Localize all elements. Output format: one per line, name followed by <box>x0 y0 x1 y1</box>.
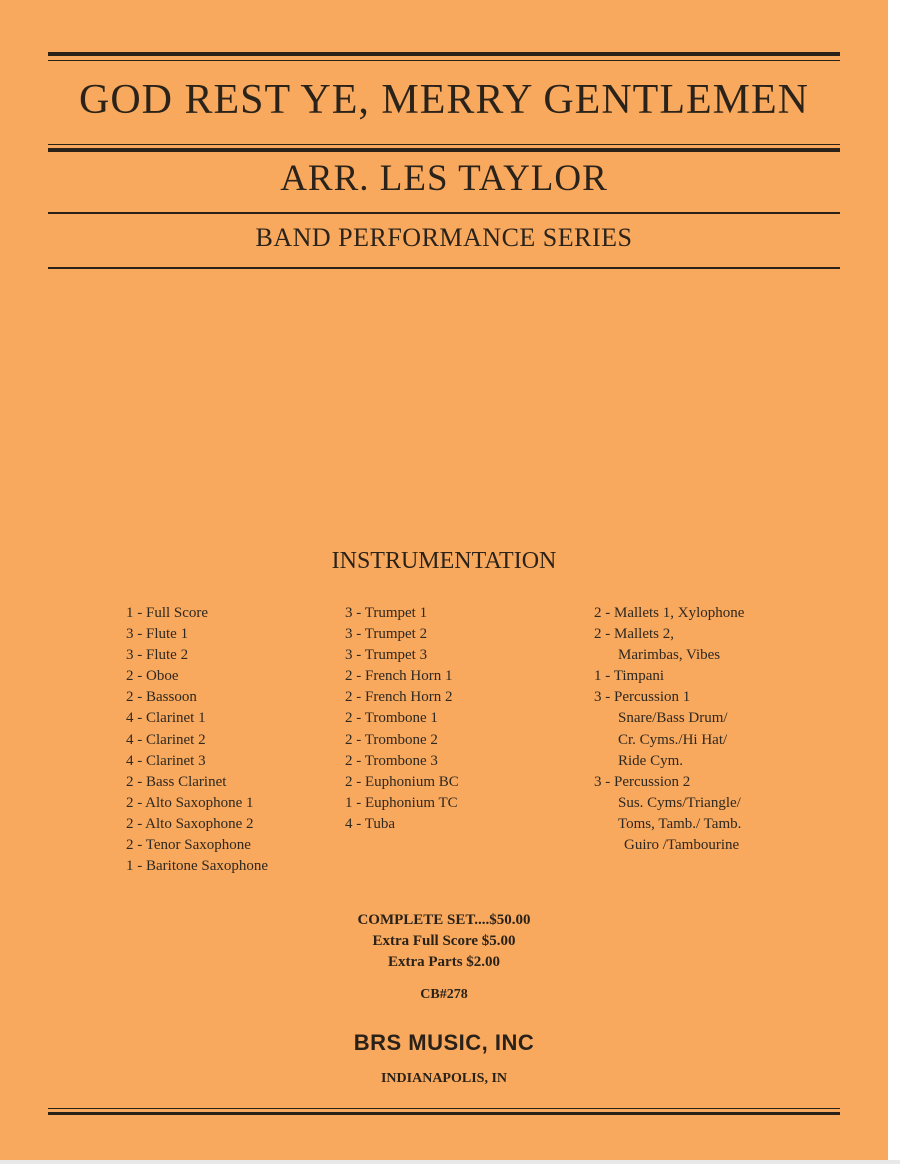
instrument-item: 2 - Tenor Saxophone <box>126 837 251 854</box>
instrument-item: 3 - Percussion 1 <box>594 689 691 706</box>
instrument-item: 2 - Euphonium BC <box>345 773 459 790</box>
instrument-item: 4 - Clarinet 1 <box>126 710 206 727</box>
top-rule-thick <box>48 52 840 56</box>
complete-set-price: COMPLETE SET....$50.00 <box>357 912 531 928</box>
extra-parts-price: Extra Parts $2.00 <box>387 954 501 970</box>
instrument-item: 2 - Alto Saxophone 1 <box>126 794 254 811</box>
arranger-rule <box>48 212 840 214</box>
instrument-item: 4 - Clarinet 3 <box>126 752 206 769</box>
arranger: ARR. LES TAYLOR <box>280 158 608 199</box>
instrument-item: 3 - Trumpet 3 <box>345 647 428 664</box>
instrument-item-continued: Toms, Tamb./ Tamb. <box>618 815 742 832</box>
instrument-item: 2 - Trombone 1 <box>345 710 438 727</box>
instrument-item-continued: Guiro /Tambourine <box>624 837 740 854</box>
instrument-item-continued: Marimbas, Vibes <box>618 647 721 664</box>
instrument-item: 2 - Bass Clarinet <box>126 773 227 790</box>
instrument-item: 3 - Percussion 2 <box>594 773 691 790</box>
instrument-item-continued: Snare/Bass Drum/ <box>618 710 728 727</box>
instrument-column-percussion <box>594 603 744 856</box>
page-edge <box>888 0 900 1164</box>
publisher-city: INDIANAPOLIS, IN <box>380 1071 508 1086</box>
instrument-column-brass <box>345 603 459 835</box>
bottom-rule-thick <box>48 1112 840 1115</box>
instrument-item: 1 - Baritone Saxophone <box>126 858 269 875</box>
instrument-item-continued: Ride Cym. <box>618 752 684 769</box>
piece-title: GOD REST YE, MERRY GENTLEMEN <box>79 77 809 123</box>
series-name: BAND PERFORMANCE SERIES <box>255 223 633 252</box>
instrument-item: 4 - Clarinet 2 <box>126 731 206 748</box>
instrument-item: 1 - Euphonium TC <box>345 794 458 811</box>
instrument-item: 2 - French Horn 2 <box>345 689 453 706</box>
extra-score-price: Extra Full Score $5.00 <box>372 933 516 949</box>
bottom-rule-thin <box>48 1108 840 1109</box>
instrument-column-woodwinds <box>126 603 268 877</box>
page-edge-bottom <box>0 1160 900 1164</box>
instrument-item: 2 - Oboe <box>126 668 179 685</box>
instrument-item: 2 - Mallets 2, <box>594 626 674 643</box>
instrument-item: 4 - Tuba <box>345 815 396 832</box>
instrument-item: 2 - Mallets 1, Xylophone <box>594 605 745 621</box>
instrument-item: 3 - Trumpet 1 <box>345 605 428 621</box>
instrument-item: 1 - Timpani <box>594 668 665 685</box>
instrument-item: 2 - Trombone 2 <box>345 731 438 748</box>
instrument-item: 2 - French Horn 1 <box>345 668 453 685</box>
series-rule <box>48 267 840 269</box>
title-rule-thick <box>48 148 840 152</box>
instrument-item-continued: Cr. Cyms./Hi Hat/ <box>618 731 728 748</box>
top-rule-thin <box>48 60 840 61</box>
instrument-item: 3 - Flute 1 <box>126 626 189 643</box>
pricing-block <box>0 910 888 973</box>
instrument-item: 2 - Alto Saxophone 2 <box>126 815 254 832</box>
title-rule-thin <box>48 144 840 145</box>
instrument-item: 2 - Trombone 3 <box>345 752 438 769</box>
catalog-number: CB#278 <box>420 987 468 1002</box>
instrument-item-continued: Sus. Cyms/Triangle/ <box>618 794 741 811</box>
publisher-name: BRS MUSIC, INC <box>353 1030 535 1055</box>
instrument-item: 3 - Flute 2 <box>126 647 189 664</box>
instrument-item: 1 - Full Score <box>126 605 209 621</box>
instrument-item: 3 - Trumpet 2 <box>345 626 428 643</box>
instrument-item: 2 - Bassoon <box>126 689 197 706</box>
instrumentation-heading: INSTRUMENTATION <box>331 548 557 574</box>
